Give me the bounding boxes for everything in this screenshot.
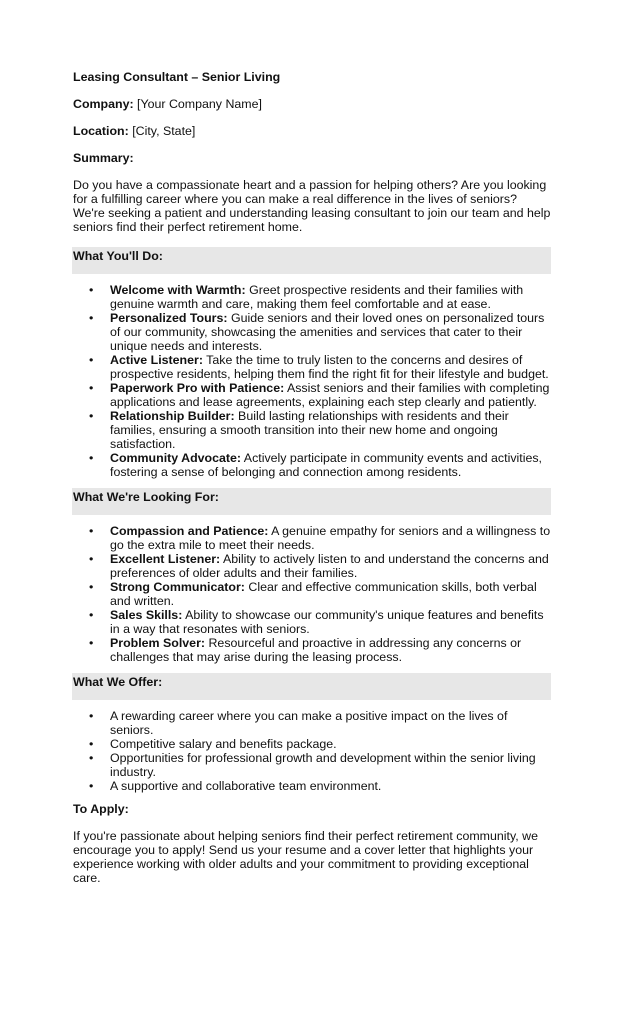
apply-text: If you're passionate about helping seniors find their perfect retirement community, we encourage you to apply! Send us your resume and a cover letter that highlights your experience working with older adults and your commitment to providing exceptional care. — [73, 829, 538, 885]
item-text: Ability to actively listen to and understand the concerns and preferences of older adults and their families. — [110, 552, 549, 580]
list-item: • Opportunities for professional growth and development within the senior living industry. — [73, 751, 551, 779]
item-term: Problem Solver: — [110, 636, 206, 650]
item-term: Paperwork Pro with Patience: — [110, 381, 285, 395]
item-text: A genuine empathy for seniors and a willingness to go the extra mile to meet their needs. — [110, 524, 551, 552]
location-value: [City, State] — [132, 124, 196, 138]
item-text: Guide seniors and their loved ones on personalized tours of our community, showcasing the amenities and services that cater to their unique needs and interests. — [110, 311, 545, 353]
list-item — [73, 608, 551, 636]
list-item — [73, 283, 551, 311]
what-youll-do-heading: What You'll Do: — [72, 247, 551, 274]
item-term: Active Listener: — [110, 353, 203, 367]
item-text: Assist seniors and their families with completing applications and lease agreements, explaining each step clearly and patiently. — [110, 381, 550, 409]
list-item — [73, 381, 551, 409]
looking-for-list — [73, 524, 551, 664]
list-item — [73, 524, 551, 552]
list-item — [73, 451, 551, 479]
list-item — [73, 353, 551, 381]
item-text: Resourceful and proactive in addressing any concerns or challenges that may arise during the leasing process. — [110, 636, 522, 664]
item-term: Excellent Listener: — [110, 552, 221, 566]
company-line — [73, 97, 551, 111]
item-term: Strong Communicator: — [110, 580, 245, 594]
list-item — [73, 636, 551, 664]
what-youll-do-list — [73, 283, 551, 479]
job-title: Leasing Consultant – Senior Living — [73, 70, 281, 84]
item-term: Compassion and Patience: — [110, 524, 269, 538]
location-line — [73, 124, 551, 138]
item-text: Take the time to truly listen to the concerns and desires of prospective residents, helping them find the right fit for their lifestyle and budget. — [110, 353, 549, 381]
list-item — [73, 311, 551, 353]
job-description-document — [73, 70, 551, 898]
looking-for-heading: What We're Looking For: — [72, 488, 551, 515]
item-text: Clear and effective communication skills, both verbal and written. — [110, 580, 537, 608]
list-item: • Competitive salary and benefits package. — [73, 737, 551, 751]
item-term: Personalized Tours: — [110, 311, 228, 325]
list-item — [73, 409, 551, 451]
list-item — [73, 580, 551, 608]
list-item: • A rewarding career where you can make a positive impact on the lives of seniors. — [73, 709, 551, 737]
offer-list — [73, 709, 551, 793]
company-label: Company: — [73, 97, 134, 111]
offer-heading: What We Offer: — [72, 673, 551, 700]
item-text: Build lasting relationships with residents and their families, ensuring a smooth transition into their new home and ongoing satisfaction. — [110, 409, 509, 451]
item-term: Sales Skills: — [110, 608, 183, 622]
apply-label: To Apply: — [73, 802, 129, 816]
item-term: Community Advocate: — [110, 451, 242, 465]
company-value: [Your Company Name] — [137, 97, 262, 111]
summary-text: Do you have a compassionate heart and a passion for helping others? Are you looking for a fulfilling career where you can make a real difference in the lives of seniors? We're seeking a patient and understanding leasing consultant to join our team and help seniors find their perfect retirement home. — [73, 178, 551, 234]
item-text: Actively participate in community events and activities, fostering a sense of belonging and connection among residents. — [110, 451, 542, 479]
item-term: Relationship Builder: — [110, 409, 235, 423]
item-text: Greet prospective residents and their families with genuine warmth and care, making them feel comfortable and at ease. — [110, 283, 524, 311]
item-text: Ability to showcase our community's unique features and benefits in a way that resonates with seniors. — [110, 608, 544, 636]
summary-label: Summary: — [73, 151, 134, 165]
list-item — [73, 552, 551, 580]
item-term: Welcome with Warmth: — [110, 283, 246, 297]
location-label: Location: — [73, 124, 129, 138]
list-item: • A supportive and collaborative team environment. — [73, 779, 551, 793]
